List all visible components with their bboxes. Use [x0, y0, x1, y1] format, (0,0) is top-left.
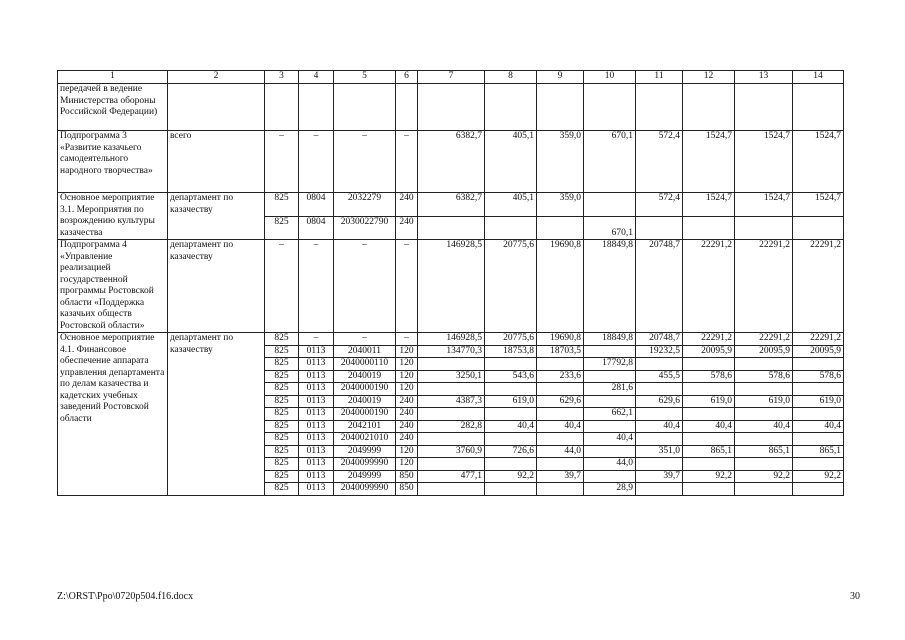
cell-vr: 240 [396, 395, 418, 408]
cell-v13: 865,1 [735, 445, 793, 458]
cell-v7: 6382,7 [418, 193, 485, 217]
cell-rzpr: 0113 [299, 445, 334, 458]
cell-v12 [683, 408, 735, 421]
cell-v8: 726,6 [485, 445, 537, 458]
cell-grbs: 825 [265, 458, 299, 471]
cell-v9 [537, 84, 584, 131]
cell-grbs: 825 [265, 420, 299, 433]
cell-csr: 2040019 [334, 395, 396, 408]
cell-v11 [636, 358, 683, 371]
cell-csr: – [334, 131, 396, 193]
cell-v8 [485, 358, 537, 371]
cell-v11 [636, 458, 683, 471]
row-name: Основное мероприятие 4.1. Финансовое обеспечение аппарата управления департамента по делам казачества и кадетских учебных заведений Ростовской области [58, 333, 168, 496]
cell-v12: 578,6 [683, 370, 735, 383]
cell-vr: – [396, 240, 418, 333]
cell-v9: 19690,8 [537, 333, 584, 346]
cell-v11: 629,6 [636, 395, 683, 408]
header-cell: 8 [485, 71, 537, 84]
cell-v12: 1524,7 [683, 131, 735, 193]
cell-v13 [735, 458, 793, 471]
cell-rzpr: 0113 [299, 420, 334, 433]
cell-vr: 240 [396, 420, 418, 433]
table-row [58, 84, 844, 131]
cell-v14 [793, 216, 844, 240]
cell-csr: 2042101 [334, 420, 396, 433]
cell-grbs: 825 [265, 445, 299, 458]
cell-v14: 22291,2 [793, 333, 844, 346]
cell-v8 [485, 433, 537, 446]
cell-v7: 3760,9 [418, 445, 485, 458]
row-executor: департамент по казачеству [168, 333, 265, 496]
cell-v14 [793, 433, 844, 446]
cell-v10: 281,6 [584, 383, 636, 396]
cell-v9 [537, 458, 584, 471]
cell-v12 [683, 483, 735, 496]
cell-v8: 20775,6 [485, 240, 537, 333]
row-executor [168, 84, 265, 131]
cell-v9: 629,6 [537, 395, 584, 408]
cell-v12 [683, 433, 735, 446]
cell-v14 [793, 358, 844, 371]
cell-rzpr: – [299, 131, 334, 193]
cell-csr: 2040019 [334, 370, 396, 383]
cell-v11 [636, 383, 683, 396]
cell-v12: 40,4 [683, 420, 735, 433]
cell-v8: 619,0 [485, 395, 537, 408]
cell-v14: 1524,7 [793, 131, 844, 193]
cell-grbs: – [265, 131, 299, 193]
cell-v8 [485, 483, 537, 496]
cell-v14 [793, 408, 844, 421]
cell-vr: 120 [396, 370, 418, 383]
header-cell: 7 [418, 71, 485, 84]
cell-v9: 359,0 [537, 193, 584, 217]
cell-vr: 240 [396, 433, 418, 446]
cell-v8: 20775,6 [485, 333, 537, 346]
cell-v7 [418, 84, 485, 131]
cell-v14: 20095,9 [793, 345, 844, 358]
cell-v7: 282,8 [418, 420, 485, 433]
cell-rzpr: 0804 [299, 216, 334, 240]
cell-v13 [735, 84, 793, 131]
cell-grbs: 825 [265, 358, 299, 371]
cell-vr [396, 84, 418, 131]
cell-v7 [418, 383, 485, 396]
cell-vr: 120 [396, 358, 418, 371]
cell-v7 [418, 483, 485, 496]
cell-v7: 4387,3 [418, 395, 485, 408]
cell-v11: 351,0 [636, 445, 683, 458]
cell-v10 [584, 84, 636, 131]
cell-grbs: 825 [265, 395, 299, 408]
cell-v13 [735, 358, 793, 371]
cell-grbs: 825 [265, 193, 299, 217]
cell-v11 [636, 84, 683, 131]
cell-csr: 2049999 [334, 445, 396, 458]
cell-v7 [418, 458, 485, 471]
cell-v7 [418, 408, 485, 421]
cell-rzpr: 0113 [299, 345, 334, 358]
header-cell: 9 [537, 71, 584, 84]
cell-vr: 240 [396, 216, 418, 240]
cell-v11: 455,5 [636, 370, 683, 383]
cell-v11: 19232,5 [636, 345, 683, 358]
cell-rzpr: – [299, 240, 334, 333]
header-cell: 14 [793, 71, 844, 84]
cell-v12 [683, 358, 735, 371]
cell-grbs: 825 [265, 408, 299, 421]
cell-grbs: 825 [265, 216, 299, 240]
cell-rzpr: 0113 [299, 395, 334, 408]
cell-v7 [418, 216, 485, 240]
cell-v8 [485, 383, 537, 396]
cell-v12: 92,2 [683, 470, 735, 483]
cell-rzpr: 0113 [299, 458, 334, 471]
cell-v10: 662,1 [584, 408, 636, 421]
cell-v11 [636, 483, 683, 496]
cell-v10: 18849,8 [584, 240, 636, 333]
cell-v13 [735, 433, 793, 446]
cell-csr: 2040000190 [334, 383, 396, 396]
cell-v14: 619,0 [793, 395, 844, 408]
header-cell: 10 [584, 71, 636, 84]
cell-csr: 2040099990 [334, 483, 396, 496]
cell-v11: 39,7 [636, 470, 683, 483]
cell-v9: 233,6 [537, 370, 584, 383]
cell-v12: 20095,9 [683, 345, 735, 358]
cell-vr: 120 [396, 345, 418, 358]
cell-v7 [418, 358, 485, 371]
cell-v10 [584, 445, 636, 458]
cell-vr: – [396, 333, 418, 346]
cell-rzpr [299, 84, 334, 131]
row-name: Подпрограмма 4 «Управление реализацией государственной программы Ростовской области «Поддержка казачьих обществ Ростовской области» [58, 240, 168, 333]
cell-v12: 22291,2 [683, 240, 735, 333]
cell-v8: 18753,8 [485, 345, 537, 358]
cell-v10: 28,9 [584, 483, 636, 496]
table-header-row [58, 71, 844, 84]
cell-v8: 92,2 [485, 470, 537, 483]
cell-rzpr: 0804 [299, 193, 334, 217]
cell-v14: 40,4 [793, 420, 844, 433]
cell-v9: 359,0 [537, 131, 584, 193]
cell-v11 [636, 216, 683, 240]
cell-rzpr: 0113 [299, 358, 334, 371]
cell-rzpr: 0113 [299, 408, 334, 421]
cell-csr: 2040011 [334, 345, 396, 358]
cell-vr: 240 [396, 193, 418, 217]
cell-v13: 22291,2 [735, 240, 793, 333]
cell-v7: 6382,7 [418, 131, 485, 193]
cell-v8 [485, 84, 537, 131]
header-cell: 3 [265, 71, 299, 84]
cell-grbs: 825 [265, 333, 299, 346]
cell-v13: 619,0 [735, 395, 793, 408]
cell-v12 [683, 458, 735, 471]
cell-v10 [584, 395, 636, 408]
header-cell: 4 [299, 71, 334, 84]
cell-v9: 19690,8 [537, 240, 584, 333]
cell-vr: 850 [396, 470, 418, 483]
cell-v13: 92,2 [735, 470, 793, 483]
cell-csr: 2030022790 [334, 216, 396, 240]
cell-v8: 405,1 [485, 131, 537, 193]
row-executor: всего [168, 131, 265, 193]
cell-v10 [584, 193, 636, 217]
cell-v13 [735, 408, 793, 421]
cell-grbs [265, 84, 299, 131]
cell-v13: 20095,9 [735, 345, 793, 358]
cell-v14: 92,2 [793, 470, 844, 483]
cell-v11: 20748,7 [636, 240, 683, 333]
cell-v13 [735, 216, 793, 240]
cell-v11: 40,4 [636, 420, 683, 433]
cell-v9: 39,7 [537, 470, 584, 483]
cell-v7: 146928,5 [418, 333, 485, 346]
cell-v13: 578,6 [735, 370, 793, 383]
row-name: Подпрограмма 3 «Развитие казачьего самодеятельного народного творчества» [58, 131, 168, 193]
cell-v11: 20748,7 [636, 333, 683, 346]
cell-grbs: 825 [265, 370, 299, 383]
cell-grbs: – [265, 240, 299, 333]
cell-rzpr: 0113 [299, 370, 334, 383]
cell-vr: 120 [396, 458, 418, 471]
cell-v12 [683, 216, 735, 240]
cell-v7: 134770,3 [418, 345, 485, 358]
cell-v11: 572,4 [636, 131, 683, 193]
cell-rzpr: – [299, 333, 334, 346]
cell-v14: 578,6 [793, 370, 844, 383]
cell-vr: 120 [396, 445, 418, 458]
cell-rzpr: 0113 [299, 433, 334, 446]
cell-csr: 2040099990 [334, 458, 396, 471]
cell-rzpr: 0113 [299, 470, 334, 483]
file-path: Z:\ORST\Ppo\0720p504.f16.docx [57, 591, 194, 602]
cell-v9 [537, 383, 584, 396]
cell-v9 [537, 358, 584, 371]
header-cell: 1 [58, 71, 168, 84]
cell-v9: 18703,5 [537, 345, 584, 358]
cell-v14 [793, 84, 844, 131]
cell-v11 [636, 433, 683, 446]
cell-v14 [793, 483, 844, 496]
table-row [58, 131, 844, 193]
cell-v14 [793, 383, 844, 396]
cell-v10 [584, 370, 636, 383]
cell-v10 [584, 345, 636, 358]
cell-grbs: 825 [265, 470, 299, 483]
cell-v14 [793, 458, 844, 471]
cell-v8 [485, 408, 537, 421]
cell-v13: 1524,7 [735, 131, 793, 193]
cell-v11: 572,4 [636, 193, 683, 217]
cell-grbs: 825 [265, 483, 299, 496]
cell-rzpr: 0113 [299, 483, 334, 496]
row-executor: департамент по казачеству [168, 240, 265, 333]
cell-v10: 18849,8 [584, 333, 636, 346]
cell-v9 [537, 483, 584, 496]
cell-vr: 120 [396, 383, 418, 396]
cell-vr: 850 [396, 483, 418, 496]
row-name: передачей в ведение Министерства обороны Российской Федерации) [58, 84, 168, 131]
cell-csr: 2032279 [334, 193, 396, 217]
cell-csr: 2040000190 [334, 408, 396, 421]
cell-v14: 22291,2 [793, 240, 844, 333]
cell-v10: 670,1 [584, 216, 636, 240]
table-row [58, 240, 844, 333]
cell-v13: 1524,7 [735, 193, 793, 217]
row-name: Основное мероприятие 3.1. Мероприятия по возрождению культуры казачества [58, 193, 168, 240]
cell-csr: 2040000110 [334, 358, 396, 371]
cell-v9 [537, 216, 584, 240]
cell-v7: 146928,5 [418, 240, 485, 333]
cell-csr: – [334, 240, 396, 333]
cell-v8 [485, 458, 537, 471]
header-cell: 5 [334, 71, 396, 84]
cell-v12: 1524,7 [683, 193, 735, 217]
header-cell: 12 [683, 71, 735, 84]
cell-vr: 240 [396, 408, 418, 421]
cell-v8 [485, 216, 537, 240]
cell-v9 [537, 433, 584, 446]
cell-v10: 670,1 [584, 131, 636, 193]
cell-v7 [418, 433, 485, 446]
cell-v13: 40,4 [735, 420, 793, 433]
cell-v12: 865,1 [683, 445, 735, 458]
cell-vr: – [396, 131, 418, 193]
cell-v9 [537, 408, 584, 421]
cell-v10: 40,4 [584, 433, 636, 446]
header-cell: 2 [168, 71, 265, 84]
cell-csr: 2040021010 [334, 433, 396, 446]
cell-v10: 44,0 [584, 458, 636, 471]
cell-v10: 17792,8 [584, 358, 636, 371]
cell-v8: 40,4 [485, 420, 537, 433]
cell-v13: 22291,2 [735, 333, 793, 346]
cell-v12 [683, 84, 735, 131]
cell-v14: 865,1 [793, 445, 844, 458]
cell-v13 [735, 483, 793, 496]
cell-v7: 3250,1 [418, 370, 485, 383]
cell-v11 [636, 408, 683, 421]
cell-v12: 619,0 [683, 395, 735, 408]
cell-v12: 22291,2 [683, 333, 735, 346]
cell-csr: – [334, 333, 396, 346]
budget-table [57, 70, 844, 496]
cell-v9: 40,4 [537, 420, 584, 433]
cell-v8: 543,6 [485, 370, 537, 383]
cell-v14: 1524,7 [793, 193, 844, 217]
cell-v10 [584, 420, 636, 433]
table-row [58, 333, 844, 346]
cell-v8: 405,1 [485, 193, 537, 217]
header-cell: 11 [636, 71, 683, 84]
header-cell: 6 [396, 71, 418, 84]
cell-grbs: 825 [265, 433, 299, 446]
cell-v9: 44,0 [537, 445, 584, 458]
cell-csr: 2049999 [334, 470, 396, 483]
cell-csr [334, 84, 396, 131]
page-number: 30 [850, 591, 860, 602]
cell-grbs: 825 [265, 345, 299, 358]
cell-grbs: 825 [265, 383, 299, 396]
cell-v10 [584, 470, 636, 483]
cell-v13 [735, 383, 793, 396]
cell-v12 [683, 383, 735, 396]
row-executor: департамент по казачеству [168, 193, 265, 240]
cell-v7: 477,1 [418, 470, 485, 483]
table-row [58, 193, 844, 217]
cell-rzpr: 0113 [299, 383, 334, 396]
header-cell: 13 [735, 71, 793, 84]
